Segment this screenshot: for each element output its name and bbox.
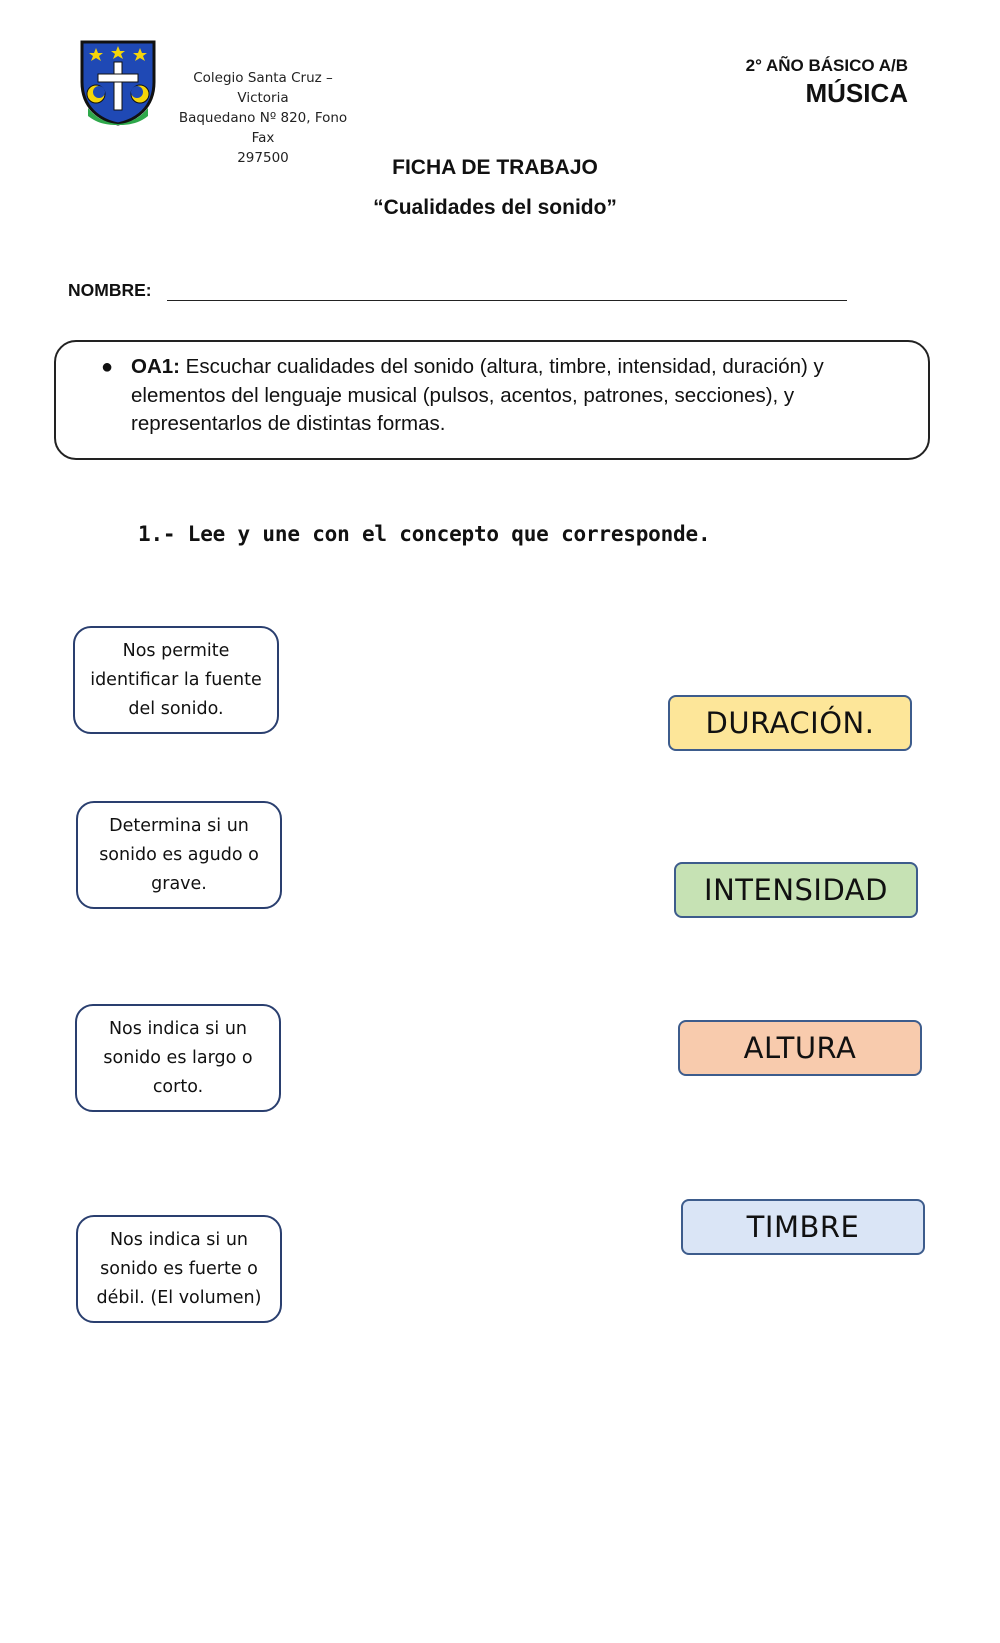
worksheet-subtitle: “Cualidades del sonido” xyxy=(373,196,617,219)
concept-box-timbre[interactable] xyxy=(681,1199,925,1255)
subject-label: MÚSICA xyxy=(805,78,908,108)
description-text: Determina si un sonido es agudo o grave. xyxy=(99,815,259,894)
school-address: Baquedano Nº 820, Fono Fax xyxy=(178,110,348,146)
concept-label: ALTURA xyxy=(743,1031,857,1065)
description-card-2[interactable] xyxy=(76,801,282,909)
concept-box-intensidad[interactable] xyxy=(674,862,918,918)
concept-label: TIMBRE xyxy=(746,1210,860,1244)
description-card-4[interactable] xyxy=(76,1215,282,1323)
concept-label: INTENSIDAD xyxy=(704,873,888,907)
description-text: Nos permite identificar la fuente del sonido. xyxy=(90,640,262,719)
objective-code: OA1: xyxy=(131,355,180,378)
objective-description: Escuchar cualidades del sonido (altura, timbre, intensidad, duración) y elementos del lenguaje musical (pulsos, acentos, patrones, secciones), y representarlos de distintas formas. xyxy=(131,355,824,435)
school-name: Colegio Santa Cruz – Victoria xyxy=(193,70,333,106)
school-crest-icon xyxy=(78,38,158,126)
description-text: Nos indica si un sonido es fuerte o débil. (El volumen) xyxy=(96,1229,262,1308)
description-card-1[interactable] xyxy=(73,626,279,734)
school-phone: 297500 xyxy=(237,150,289,166)
exercise-instruction: 1.- Lee y une con el concepto que corresponde. xyxy=(138,522,711,546)
name-label: NOMBRE: xyxy=(68,280,152,300)
description-card-3[interactable] xyxy=(75,1004,281,1112)
name-field-line[interactable] xyxy=(167,300,847,301)
bullet-icon: ● xyxy=(101,356,114,378)
concept-label: DURACIÓN. xyxy=(705,706,875,740)
objective-text xyxy=(131,353,911,439)
concept-box-duracion[interactable] xyxy=(668,695,912,751)
worksheet-title: FICHA DE TRABAJO xyxy=(392,156,598,179)
school-info xyxy=(168,68,358,168)
description-text: Nos indica si un sonido es largo o corto. xyxy=(103,1018,253,1097)
grade-label: 2° AÑO BÁSICO A/B xyxy=(745,56,908,75)
concept-box-altura[interactable] xyxy=(678,1020,922,1076)
